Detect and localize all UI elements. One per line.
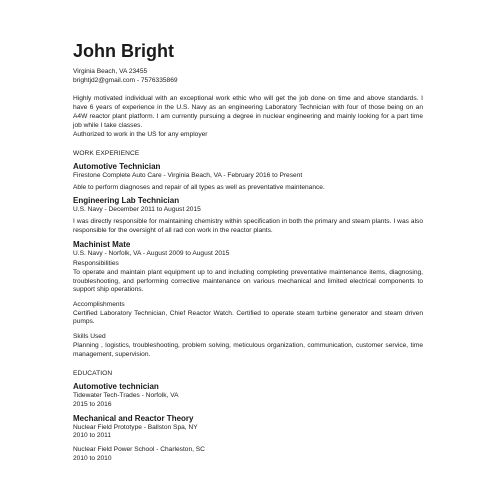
- education-entry: [73, 382, 423, 409]
- resume-content: [73, 40, 423, 463]
- job-description: Able to perform diagnoses and repair of all types as well as preventative maintenance.: [73, 183, 325, 191]
- skills-label: Skills Used: [73, 333, 106, 341]
- school-name: Tidewater Tech-Trades - Norfolk, VA: [73, 392, 179, 400]
- job-title: Automotive Technician: [73, 162, 161, 171]
- job-title: Engineering Lab Technician: [73, 196, 180, 206]
- job-entry: [73, 162, 423, 192]
- responsibilities-block: [73, 260, 423, 295]
- job-meta: U.S. Navy - December 2011 to August 2015: [73, 206, 201, 214]
- job-meta: U.S. Navy - Norfolk, VA - August 2009 to August 2015: [73, 249, 230, 257]
- responsibilities-text: To operate and maintain plant equipment up to and including completing preventative maintenance items, diagnosing, troubleshooting, and performing corrective maintenance on various mechanical and limited electrical components to support ship operations.: [73, 268, 423, 294]
- school-name: Nuclear Field Power School - Charleston, SC: [73, 446, 205, 454]
- job-entry: [73, 196, 423, 235]
- education-entry: [73, 414, 423, 441]
- school-name: Nuclear Field Prototype - Ballston Spa, NY: [73, 423, 198, 431]
- accomplishments-label: Accomplishments: [73, 301, 125, 309]
- candidate-name: John Bright: [73, 41, 174, 61]
- education-entry: [73, 446, 423, 463]
- job-title: Machinist Mate: [73, 239, 131, 249]
- degree-title: Mechanical and Reactor Theory: [73, 413, 194, 423]
- contact-info: [73, 67, 423, 85]
- work-authorization: Authorized to work in the US for any employer: [73, 131, 208, 138]
- work-experience-heading: WORK EXPERIENCE: [73, 150, 140, 157]
- skills-block: [73, 333, 423, 359]
- summary-section: [73, 94, 423, 139]
- accomplishments-block: [73, 301, 423, 327]
- education-heading: EDUCATION: [73, 370, 113, 378]
- job-entry: [73, 240, 423, 360]
- education-dates: 2015 to 2016: [73, 400, 112, 408]
- degree-title: Automotive technician: [73, 382, 159, 392]
- responsibilities-label: Responsibilities: [73, 260, 119, 268]
- summary-text: Highly motivated individual with an exceptional work ethic who will get the job done on time and above standards. I have 6 years of experience in the U.S. Navy as an engineering Laboratory Technician with four of those being on an A4W reactor plant platform. I am currently pursuing a degree in nuclear engineering and mainly looking for a part time job while I take classes.: [73, 95, 423, 129]
- education-dates: 2010 to 2011: [73, 432, 112, 440]
- job-meta: Firestone Complete Auto Care - Virginia Beach, VA - February 2016 to Present: [73, 172, 303, 179]
- job-description: I was directly responsible for maintaining chemistry within specification in both the primary and steam plants. I was also responsible for the oversight of all rad con work in the reactor plants.: [73, 218, 423, 234]
- location: Virginia Beach, VA 23455: [73, 68, 148, 75]
- email-phone: brightjd2@gmail.com - 7576335869: [73, 77, 178, 84]
- skills-text: Planning , logistics, troubleshooting, problem solving, meticulous organization, communication, customer service, time management, supervision.: [73, 341, 423, 358]
- accomplishments-text: Certified Laboratory Technician, Chief Reactor Watch. Certified to operate steam turbine generator and steam driven pumps.: [73, 309, 423, 326]
- education-dates: 2010 to 2010: [73, 454, 112, 462]
